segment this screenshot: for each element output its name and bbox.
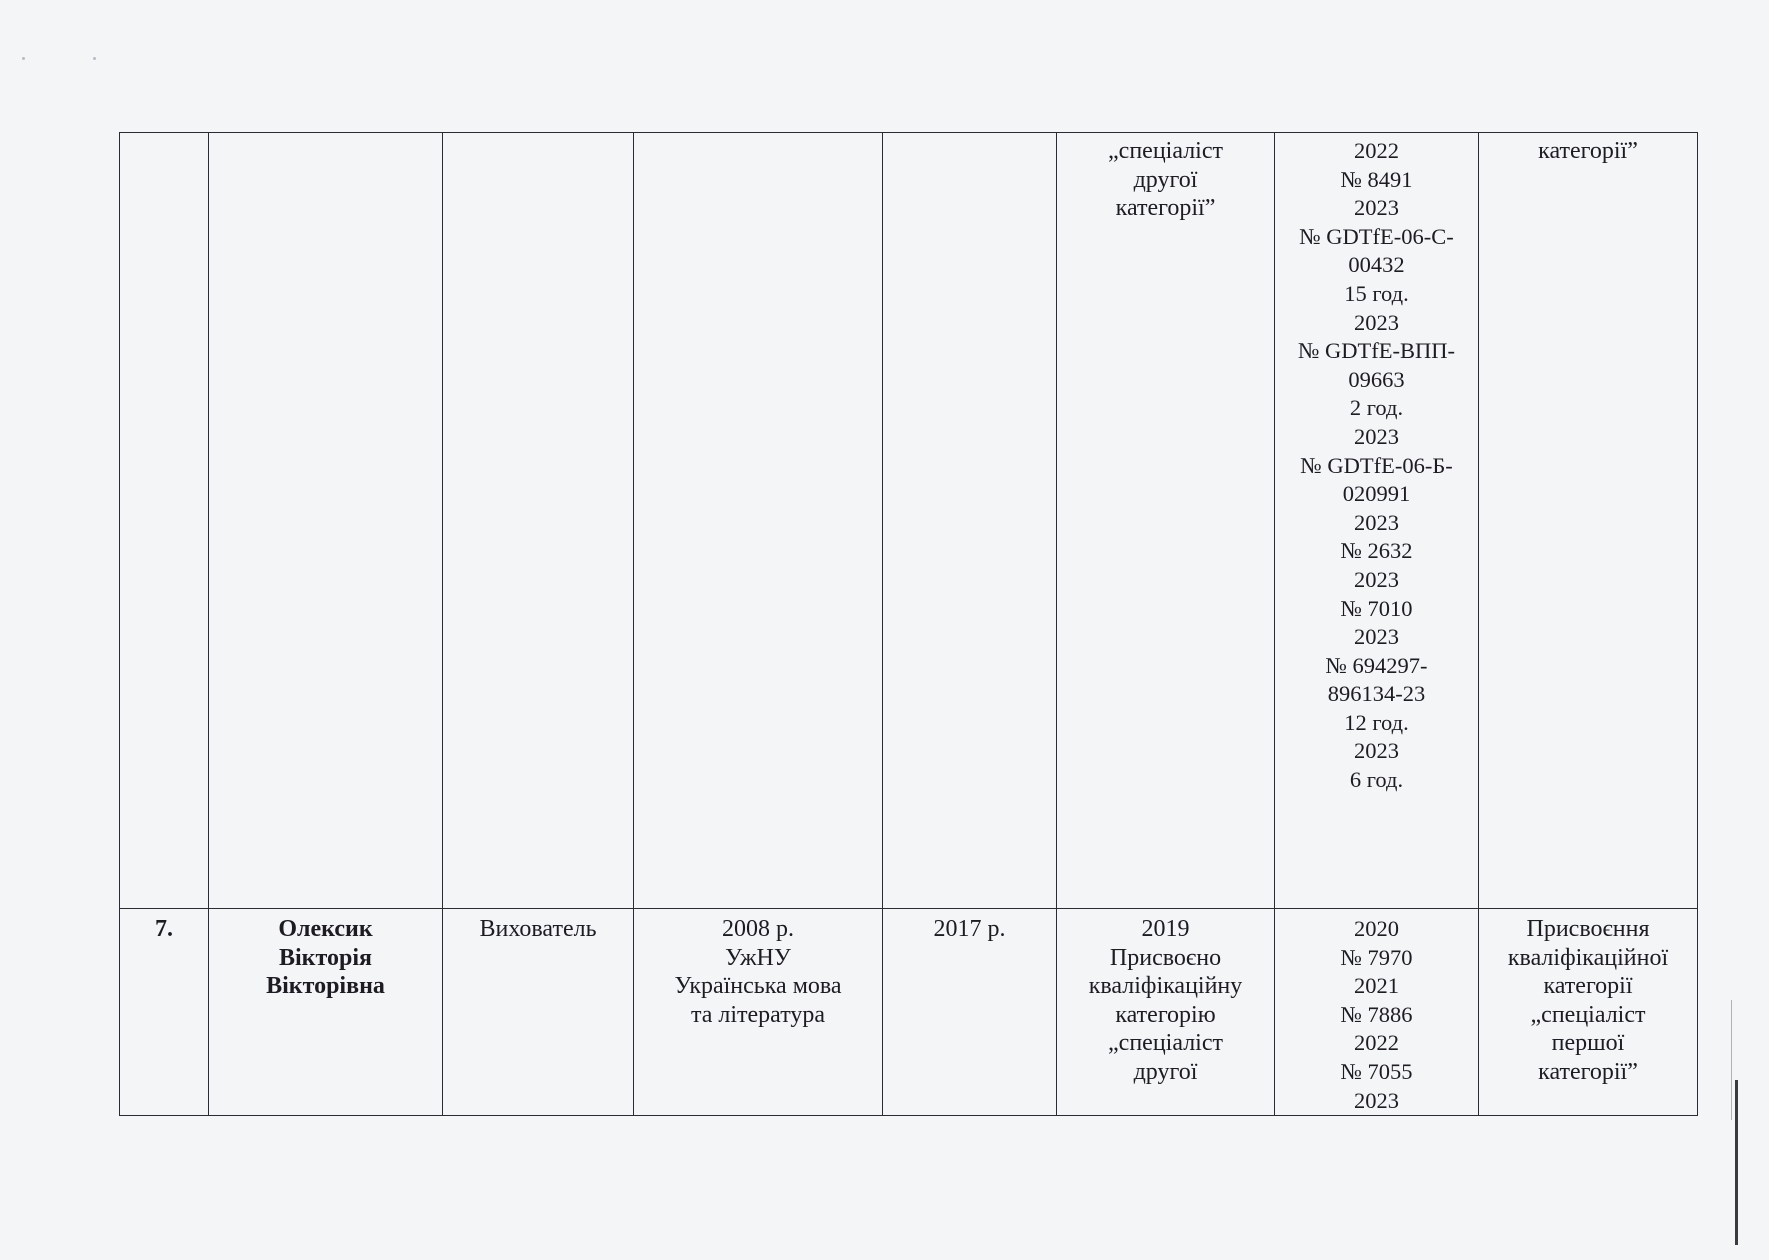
text-line: 2023 (1354, 195, 1399, 221)
text-line: Вікторівна (266, 973, 385, 1000)
text-line: № 8491 (1340, 166, 1413, 192)
text-line: категорії” (1115, 195, 1216, 222)
text-line: та література (690, 1001, 826, 1028)
table-row (120, 133, 1698, 909)
text-line: № 2632 (1340, 538, 1413, 564)
text-line: 6 год. (1349, 767, 1404, 793)
cell-position: Вихователь (443, 909, 634, 1116)
text-line: 020991 (1342, 481, 1411, 507)
text-line: № 7970 (1340, 944, 1413, 970)
cell-number (120, 133, 209, 909)
cell-previous-attestation (1057, 133, 1275, 909)
cell-education (634, 909, 883, 1116)
text-line: 09663 (1348, 366, 1405, 392)
text-line: категорії” (1538, 138, 1638, 164)
scan-edge-shadow (1731, 1000, 1732, 1120)
scan-speck (93, 57, 96, 60)
text-line: „спеціаліст (1108, 138, 1223, 164)
text-line: УжНУ (725, 944, 791, 971)
text-line: 12 год. (1344, 709, 1409, 735)
table-row (120, 909, 1698, 1116)
text-line: № 7886 (1340, 1001, 1413, 1027)
cell-year (883, 133, 1057, 909)
text-line: 2023 (1354, 738, 1399, 764)
text-line: 2023 (1354, 423, 1399, 449)
text-line: категорію (1115, 1001, 1216, 1028)
text-line: 896134-23 (1327, 681, 1426, 707)
cell-decision (1479, 909, 1698, 1116)
cell-name (209, 133, 443, 909)
text-line: Олексик (278, 916, 373, 942)
text-line: Присвоєно (1109, 944, 1222, 971)
text-line: № 7010 (1340, 595, 1413, 621)
text-line: другої (1133, 166, 1198, 193)
text-line: Українська мова (674, 973, 842, 1000)
text-line: категорії (1543, 973, 1633, 1000)
text-line: № GDTfE-ВПП- (1297, 338, 1456, 364)
text-line: кваліфікаційної (1507, 944, 1669, 971)
cell-courses (1275, 133, 1479, 909)
text-line: „спеціаліст (1108, 1030, 1223, 1057)
text-line: 2008 р. (722, 916, 794, 942)
text-line: 2023 (1354, 566, 1399, 592)
cell-decision (1479, 133, 1698, 909)
text-line: № 694297- (1325, 652, 1428, 678)
text-line: 2023 (1354, 509, 1399, 535)
cell-previous-attestation (1057, 909, 1275, 1116)
text-line: 2023 (1354, 624, 1399, 650)
scan-edge-mark (1735, 1080, 1738, 1245)
scan-speck (22, 57, 25, 60)
text-line: № 7055 (1340, 1058, 1413, 1084)
cell-courses (1275, 909, 1479, 1116)
text-line: 2019 (1141, 916, 1190, 942)
text-line: 2022 (1354, 1030, 1399, 1056)
text-line: 2021 (1354, 973, 1399, 999)
text-line: 2 год. (1349, 395, 1404, 421)
text-line: 2020 (1354, 916, 1399, 941)
staff-attestation-table (119, 132, 1698, 1116)
cell-number: 7. (120, 909, 209, 1116)
text-line: 15 год. (1344, 280, 1409, 306)
text-line: Присвоєння (1526, 916, 1650, 942)
cell-year: 2017 р. (883, 909, 1057, 1116)
text-line: категорії” (1538, 1058, 1638, 1085)
text-line: 2022 (1354, 138, 1399, 163)
text-line: 2023 (1354, 1087, 1399, 1113)
cell-name (209, 909, 443, 1116)
text-line: № GDTfE-06-Б- (1300, 452, 1453, 478)
text-line: кваліфікаційну (1088, 973, 1243, 1000)
cell-education (634, 133, 883, 909)
text-line: другої (1133, 1058, 1198, 1085)
text-line: „спеціаліст (1530, 1001, 1646, 1028)
text-line: № GDTfE-06-C- (1299, 223, 1454, 249)
text-line: першої (1551, 1030, 1625, 1057)
text-line: 00432 (1348, 252, 1405, 278)
cell-position (443, 133, 634, 909)
text-line: 2023 (1354, 309, 1399, 335)
text-line: Вікторія (279, 944, 372, 971)
